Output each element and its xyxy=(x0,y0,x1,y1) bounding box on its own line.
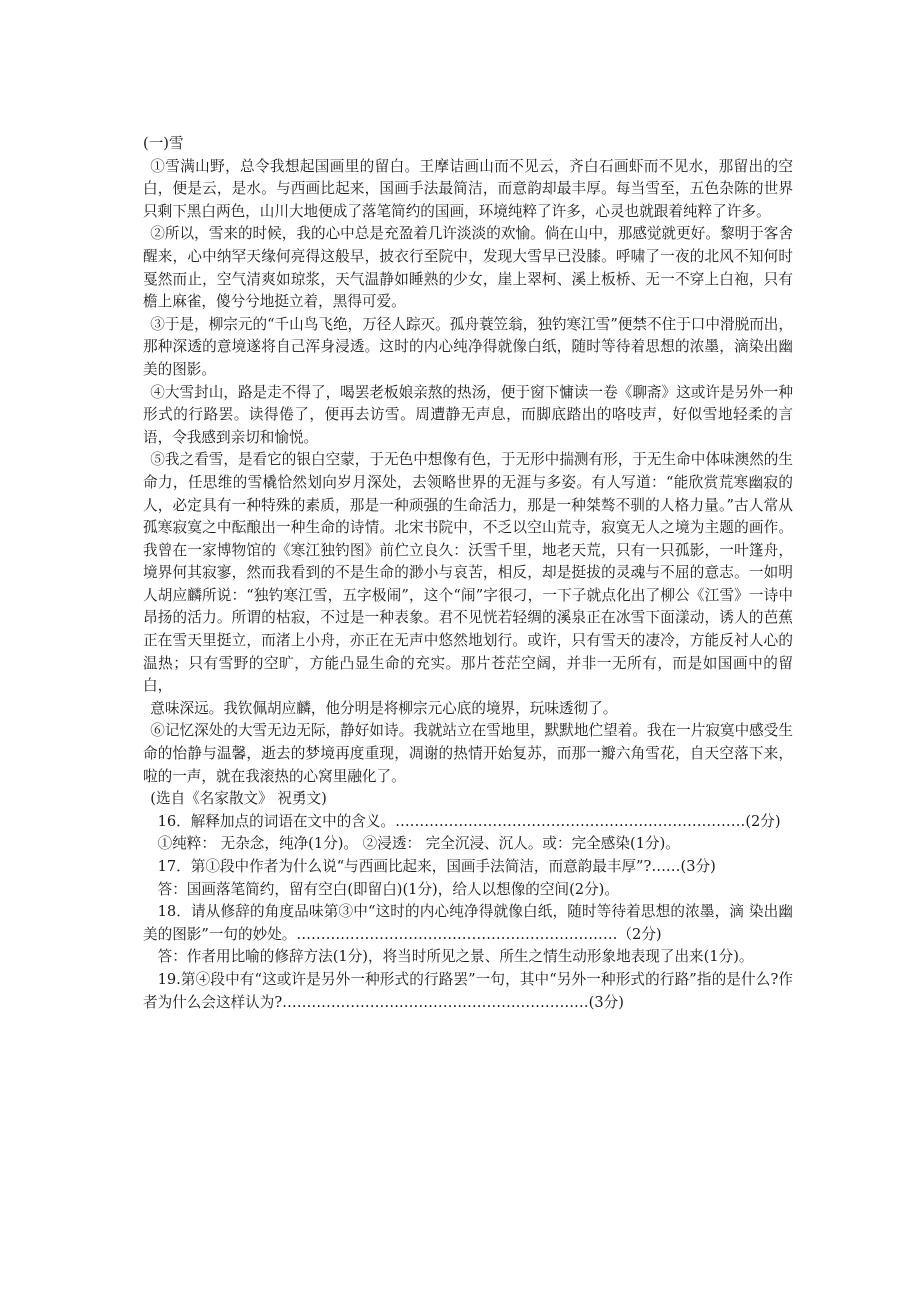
document-page xyxy=(143,133,793,1014)
essay-title: (一)雪 xyxy=(143,135,184,152)
source-citation: (选自《名家散文》 祝勇文) xyxy=(150,790,327,808)
paragraph-1: ①雪满山野，总令我想起国画里的留白。王摩诘画山而不见云，齐白石画虾而不见水，那留出的空白，便是云，是水。与西画比起来，国画手法最简洁，而意韵却最丰厚。每当雪至，五色杂陈的世界只剩下黑白两色，山川大地便成了落笔简约的国画，环境纯粹了许多，心灵也就跟着纯粹了许多。 xyxy=(143,157,793,220)
answer-16: ①纯粹： 无杂念，纯净(1分)。 ②浸透： 完全沉浸、沉人。或：完全感染(1分)。 xyxy=(157,835,680,853)
paragraph-5-continued: 意味深远。我钦佩胡应麟，他分明是将柳宗元心底的境界，玩味透彻了。 xyxy=(150,699,618,717)
paragraph-6: ⑥记忆深处的大雪无边无际，静好如诗。我就站立在雪地里，默默地伫望着。我在一片寂寞中感受生命的怡静与温馨，逝去的梦境再度重现，凋谢的热情开始复苏，而那一瓣六角雪花，自天空落下来，啦的一声，就在我滚热的心窝里融化了。 xyxy=(143,722,793,785)
answer-17: 答：国画落笔简约，留有空白(即留白)(1分)，给人以想像的空间(2分)。 xyxy=(157,880,619,898)
question-19: 19.第④段中有“这或许是另外一种形式的行路罢”一句，其中“另外一种形式的行路”指的是什么?作者为什么会这样认为?………………………………………………………(3分) xyxy=(143,970,793,1011)
answer-18: 答：作者用比喻的修辞方法(1分)，将当时所见之景、所生之情生动形象地表现了出来(1分)。 xyxy=(157,948,754,966)
question-18: 18．请从修辞的角度品味第③中“这时的内心纯净得就像白纸，随时等待着思想的浓墨，滴 染出幽美的图影”一句的妙处。…………………………………………………………（2分) xyxy=(143,903,793,943)
paragraph-2: ②所以，雪来的时候，我的心中总是充盈着几许淡淡的欢愉。倘在山中，那感觉就更好。黎明于客舍醒来，心中纳罕天缘何亮得这般早，披衣行至院中，发现大雪早已没膝。呼啸了一夜的北风不知何时戛然而止，空气清爽如琼浆，天气温静如睡熟的少女，崖上翠柯、溪上板桥、无一不穿上白袍，只有檐上麻雀，傻兮兮地挺立着，黑得可爱。 xyxy=(143,225,793,311)
paragraph-4: ④大雪封山，路是走不得了，喝罢老板娘亲熬的热汤，便于窗下慵读一卷《聊斋》这或许是另外一种形式的行路罢。读得倦了，便再去访雪。周遭静无声息，而脚底踏出的咯吱声，好似雪地轻柔的言语，令我感到亲切和愉悦。 xyxy=(143,383,793,446)
question-16: 16．解释加点的词语在文中的含义。………………………………………………………………(2分) xyxy=(157,812,781,830)
paragraph-3: ③于是，柳宗元的“千山鸟飞绝，万径人踪灭。孤舟蓑笠翁，独钓寒江雪”便禁不住于口中滑脱而出，那种深透的意境遂将自己浑身浸透。这时的内心纯净得就像白纸，随时等待着思想的浓墨，滴染出幽美的图影。 xyxy=(143,315,793,378)
paragraph-5: ⑤我之看雪，是看它的银白空蒙，于无色中想像有色，于无形中揣测有形，于无生命中体味澳然的生命力，任思维的雪橇恰然划向岁月深处，去领略世界的无涯与多姿。有人写道：“能欣赏荒寒幽寂的人，必定具有一种特殊的素质，那是一种顽强的生命活力，那是一种桀骜不驯的人格力量。”古人常从孤寒寂寞之中酝酿出一种生命的诗情。北宋书院中，不乏以空山荒寺，寂寞无人之境为主题的画作。我曾在一家博物馆的《寒江独钓图》前伫立良久：沃雪千里，地老天荒，只有一只孤影，一叶篷舟，境界何其寂寥，然而我看到的不是生命的渺小与哀苦，相反，却是挺拔的灵魂与不屈的意志。一如明人胡应麟所说：“独钓寒江雪，五字极闹”，这个“闹”字很刁，一下子就点化出了柳公《江雪》一诗中昂扬的活力。所谓的枯寂，不过是一种表象。君不见恍若轻绸的溪泉正在冰雪下面漾动，诱人的芭蕉正在雪天里挺立，而渚上小舟，亦正在无声中悠然地划行。或许，只有雪天的凄冷，方能反衬人心的温热；只有雪野的空旷，方能凸显生命的充实。那片苍茫空阔，并非一无所有，而是如国画中的留白， xyxy=(143,451,793,695)
question-17: 17．第①段中作者为什么说“与西画比起来，国画手法简洁，而意韵最丰厚”?……(3分) xyxy=(157,858,716,875)
